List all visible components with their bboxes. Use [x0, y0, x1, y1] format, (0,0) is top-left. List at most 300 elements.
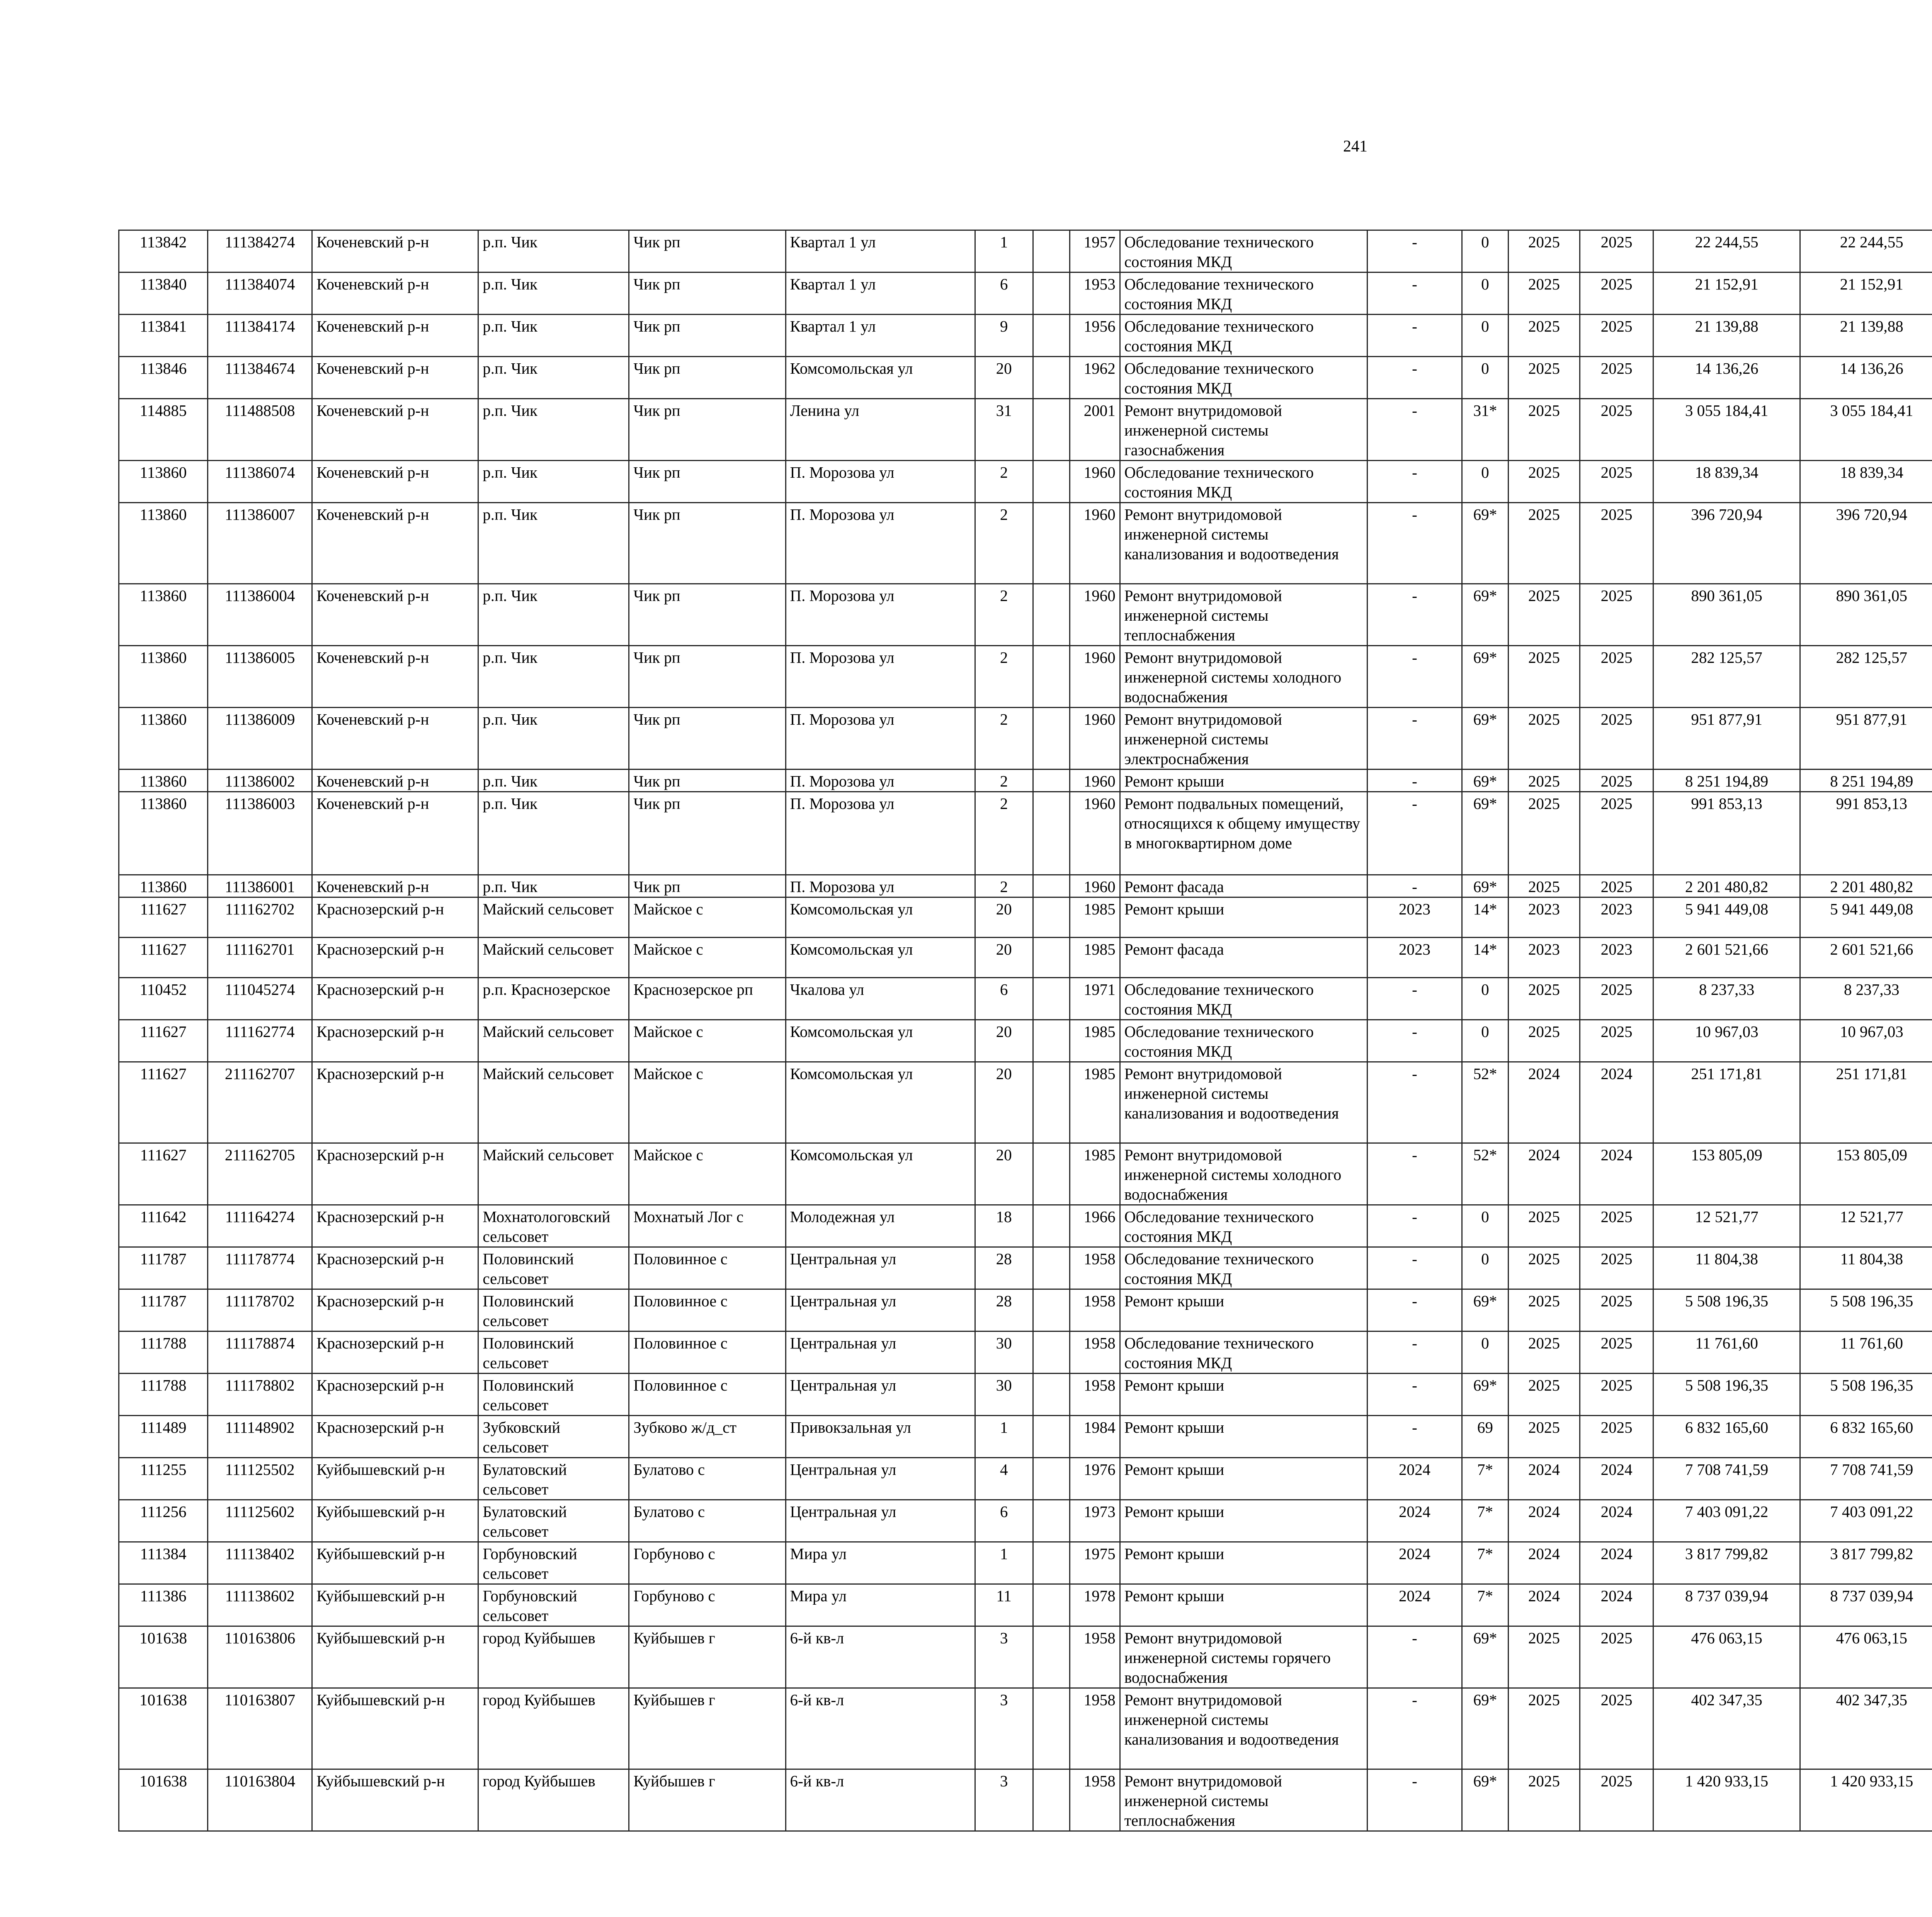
cell-house-number: 20 — [975, 1143, 1033, 1205]
cell-year-built: 1960 — [1070, 792, 1120, 875]
cell-house-number: 1 — [975, 1542, 1033, 1584]
cell-total-cost: 11 804,38 — [1653, 1247, 1800, 1289]
cell-municipality: Майский сельсовет — [478, 1062, 629, 1143]
cell-wear: 69* — [1462, 1626, 1508, 1688]
table-row — [119, 1416, 1932, 1458]
cell-plan-year-start: 2025 — [1509, 875, 1580, 897]
cell-house-id: 111256 — [119, 1500, 208, 1542]
cell-work-type: Ремонт внутридомовой инженерной системы электроснабжения — [1120, 708, 1367, 770]
cell-district: Краснозерский р-н — [312, 1289, 478, 1331]
cell-year-built: 1960 — [1070, 875, 1120, 897]
cell-prior-year: 2024 — [1367, 1584, 1462, 1626]
table-row — [119, 938, 1932, 978]
cell-work-id: 111178774 — [208, 1247, 312, 1289]
table-row — [119, 357, 1932, 399]
cell-building — [1033, 1205, 1070, 1247]
cell-total-cost: 5 941 449,08 — [1653, 897, 1800, 938]
cell-fund-cost: 5 941 449,08 — [1800, 897, 1932, 938]
cell-street: Комсомольская ул — [786, 1062, 975, 1143]
cell-fund-cost: 3 055 184,41 — [1800, 399, 1932, 461]
cell-work-id: 111125502 — [208, 1458, 312, 1500]
cell-house-id: 111627 — [119, 938, 208, 978]
cell-prior-year: - — [1367, 708, 1462, 770]
cell-prior-year: - — [1367, 1289, 1462, 1331]
cell-building — [1033, 770, 1070, 792]
cell-total-cost: 10 967,03 — [1653, 1020, 1800, 1062]
cell-district: Коченевский р-н — [312, 272, 478, 315]
cell-house-number: 3 — [975, 1626, 1033, 1688]
cell-total-cost: 8 237,33 — [1653, 978, 1800, 1020]
cell-plan-year-start: 2025 — [1509, 646, 1580, 708]
cell-building — [1033, 897, 1070, 938]
cell-settlement: Куйбышев г — [629, 1688, 786, 1769]
cell-building — [1033, 646, 1070, 708]
cell-municipality: р.п. Чик — [478, 230, 629, 272]
cell-building — [1033, 1247, 1070, 1289]
cell-settlement: Чик рп — [629, 875, 786, 897]
cell-prior-year: - — [1367, 978, 1462, 1020]
cell-plan-year-start: 2024 — [1509, 1458, 1580, 1500]
cell-municipality: р.п. Чик — [478, 503, 629, 584]
cell-street: П. Морозова ул — [786, 770, 975, 792]
cell-street: Квартал 1 ул — [786, 230, 975, 272]
cell-wear: 69* — [1462, 1374, 1508, 1416]
cell-work-type: Ремонт крыши — [1120, 1374, 1367, 1416]
cell-building — [1033, 1416, 1070, 1458]
cell-house-number: 20 — [975, 357, 1033, 399]
cell-wear: 69* — [1462, 792, 1508, 875]
cell-plan-year-end: 2025 — [1580, 792, 1653, 875]
cell-settlement: Майское с — [629, 1062, 786, 1143]
cell-municipality: Зубковский сельсовет — [478, 1416, 629, 1458]
cell-district: Коченевский р-н — [312, 770, 478, 792]
table-row — [119, 1143, 1932, 1205]
table-row — [119, 1542, 1932, 1584]
cell-house-number: 31 — [975, 399, 1033, 461]
cell-prior-year: - — [1367, 1205, 1462, 1247]
cell-work-type: Обследование технического состояния МКД — [1120, 230, 1367, 272]
cell-street: Привокзальная ул — [786, 1416, 975, 1458]
cell-street: Центральная ул — [786, 1500, 975, 1542]
cell-work-id: 111178874 — [208, 1331, 312, 1374]
cell-building — [1033, 272, 1070, 315]
cell-plan-year-end: 2025 — [1580, 1289, 1653, 1331]
cell-municipality: р.п. Чик — [478, 315, 629, 357]
cell-building — [1033, 1062, 1070, 1143]
cell-street: Комсомольская ул — [786, 1020, 975, 1062]
cell-plan-year-start: 2025 — [1509, 272, 1580, 315]
cell-plan-year-end: 2024 — [1580, 1500, 1653, 1542]
cell-total-cost: 1 420 933,15 — [1653, 1769, 1800, 1831]
cell-work-type: Ремонт крыши — [1120, 1500, 1367, 1542]
cell-fund-cost: 951 877,91 — [1800, 708, 1932, 770]
cell-plan-year-end: 2024 — [1580, 1458, 1653, 1500]
cell-year-built: 1958 — [1070, 1688, 1120, 1769]
cell-plan-year-start: 2025 — [1509, 584, 1580, 646]
cell-municipality: р.п. Чик — [478, 770, 629, 792]
cell-wear: 69* — [1462, 1769, 1508, 1831]
cell-total-cost: 153 805,09 — [1653, 1143, 1800, 1205]
cell-municipality: р.п. Чик — [478, 399, 629, 461]
cell-year-built: 1958 — [1070, 1626, 1120, 1688]
cell-year-built: 1975 — [1070, 1542, 1120, 1584]
cell-fund-cost: 2 201 480,82 — [1800, 875, 1932, 897]
cell-work-type: Ремонт крыши — [1120, 1289, 1367, 1331]
cell-total-cost: 396 720,94 — [1653, 503, 1800, 584]
cell-district: Коченевский р-н — [312, 792, 478, 875]
cell-municipality: Майский сельсовет — [478, 897, 629, 938]
cell-building — [1033, 357, 1070, 399]
cell-wear: 69* — [1462, 584, 1508, 646]
cell-work-type: Ремонт фасада — [1120, 875, 1367, 897]
cell-building — [1033, 708, 1070, 770]
cell-work-id: 111384074 — [208, 272, 312, 315]
cell-total-cost: 2 601 521,66 — [1653, 938, 1800, 978]
cell-house-id: 101638 — [119, 1626, 208, 1688]
cell-house-number: 2 — [975, 875, 1033, 897]
cell-street: П. Морозова ул — [786, 461, 975, 503]
cell-work-type: Ремонт крыши — [1120, 770, 1367, 792]
cell-prior-year: - — [1367, 357, 1462, 399]
cell-year-built: 1958 — [1070, 1374, 1120, 1416]
cell-district: Краснозерский р-н — [312, 1062, 478, 1143]
cell-municipality: город Куйбышев — [478, 1688, 629, 1769]
cell-house-number: 6 — [975, 978, 1033, 1020]
cell-house-id: 113842 — [119, 230, 208, 272]
table-row — [119, 770, 1932, 792]
cell-fund-cost: 1 420 933,15 — [1800, 1769, 1932, 1831]
cell-wear: 0 — [1462, 315, 1508, 357]
cell-work-id: 111384274 — [208, 230, 312, 272]
cell-municipality: р.п. Краснозерское — [478, 978, 629, 1020]
cell-total-cost: 18 839,34 — [1653, 461, 1800, 503]
cell-street: П. Морозова ул — [786, 503, 975, 584]
cell-house-id: 111627 — [119, 1020, 208, 1062]
cell-settlement: Половинное с — [629, 1247, 786, 1289]
cell-work-id: 111162701 — [208, 938, 312, 978]
cell-house-number: 9 — [975, 315, 1033, 357]
cell-fund-cost: 18 839,34 — [1800, 461, 1932, 503]
cell-building — [1033, 792, 1070, 875]
cell-year-built: 1958 — [1070, 1769, 1120, 1831]
cell-municipality: Половинский сельсовет — [478, 1374, 629, 1416]
cell-year-built: 1960 — [1070, 503, 1120, 584]
cell-wear: 7* — [1462, 1584, 1508, 1626]
cell-plan-year-start: 2025 — [1509, 792, 1580, 875]
table-row — [119, 646, 1932, 708]
cell-house-id: 111627 — [119, 1062, 208, 1143]
cell-total-cost: 8 251 194,89 — [1653, 770, 1800, 792]
cell-total-cost: 8 737 039,94 — [1653, 1584, 1800, 1626]
cell-wear: 7* — [1462, 1542, 1508, 1584]
cell-fund-cost: 991 853,13 — [1800, 792, 1932, 875]
cell-work-type: Ремонт внутридомовой инженерной системы горячего водоснабжения — [1120, 1626, 1367, 1688]
cell-plan-year-end: 2025 — [1580, 1247, 1653, 1289]
table-row — [119, 1247, 1932, 1289]
cell-district: Коченевский р-н — [312, 230, 478, 272]
cell-work-id: 111178802 — [208, 1374, 312, 1416]
cell-house-id: 111642 — [119, 1205, 208, 1247]
cell-district: Краснозерский р-н — [312, 1143, 478, 1205]
cell-total-cost: 3 055 184,41 — [1653, 399, 1800, 461]
cell-building — [1033, 315, 1070, 357]
cell-work-type: Ремонт внутридомовой инженерной системы канализования и водоотведения — [1120, 1062, 1367, 1143]
cell-settlement: Чик рп — [629, 584, 786, 646]
cell-settlement: Майское с — [629, 897, 786, 938]
cell-street: Комсомольская ул — [786, 938, 975, 978]
cell-district: Коченевский р-н — [312, 461, 478, 503]
cell-district: Краснозерский р-н — [312, 1416, 478, 1458]
cell-house-number: 30 — [975, 1331, 1033, 1374]
table-row — [119, 1584, 1932, 1626]
cell-house-number: 2 — [975, 646, 1033, 708]
cell-street: 6-й кв-л — [786, 1688, 975, 1769]
cell-plan-year-end: 2025 — [1580, 1769, 1653, 1831]
cell-work-id: 110163806 — [208, 1626, 312, 1688]
cell-district: Куйбышевский р-н — [312, 1584, 478, 1626]
cell-district: Куйбышевский р-н — [312, 1688, 478, 1769]
cell-plan-year-end: 2025 — [1580, 272, 1653, 315]
cell-plan-year-end: 2025 — [1580, 584, 1653, 646]
cell-year-built: 1960 — [1070, 646, 1120, 708]
cell-work-id: 111138602 — [208, 1584, 312, 1626]
cell-house-id: 111627 — [119, 897, 208, 938]
cell-street: П. Морозова ул — [786, 708, 975, 770]
cell-municipality: р.п. Чик — [478, 708, 629, 770]
cell-house-number: 28 — [975, 1289, 1033, 1331]
cell-fund-cost: 251 171,81 — [1800, 1062, 1932, 1143]
cell-plan-year-end: 2024 — [1580, 1143, 1653, 1205]
cell-year-built: 1985 — [1070, 1020, 1120, 1062]
cell-plan-year-end: 2025 — [1580, 503, 1653, 584]
cell-municipality: Булатовский сельсовет — [478, 1500, 629, 1542]
cell-settlement: Чик рп — [629, 272, 786, 315]
cell-district: Коченевский р-н — [312, 315, 478, 357]
table-row — [119, 792, 1932, 875]
cell-house-number: 6 — [975, 1500, 1033, 1542]
cell-district: Краснозерский р-н — [312, 938, 478, 978]
cell-plan-year-start: 2025 — [1509, 1331, 1580, 1374]
cell-total-cost: 11 761,60 — [1653, 1331, 1800, 1374]
cell-work-type: Ремонт крыши — [1120, 1458, 1367, 1500]
cell-house-number: 3 — [975, 1688, 1033, 1769]
cell-plan-year-start: 2025 — [1509, 357, 1580, 399]
cell-settlement: Булатово с — [629, 1500, 786, 1542]
cell-wear: 69* — [1462, 503, 1508, 584]
cell-street: Центральная ул — [786, 1289, 975, 1331]
cell-street: Ленина ул — [786, 399, 975, 461]
cell-prior-year: - — [1367, 1416, 1462, 1458]
cell-plan-year-start: 2025 — [1509, 399, 1580, 461]
cell-plan-year-end: 2025 — [1580, 646, 1653, 708]
cell-plan-year-end: 2025 — [1580, 1374, 1653, 1416]
cell-settlement: Зубково ж/д_ст — [629, 1416, 786, 1458]
cell-house-id: 113860 — [119, 792, 208, 875]
cell-house-number: 2 — [975, 503, 1033, 584]
cell-fund-cost: 11 761,60 — [1800, 1331, 1932, 1374]
cell-municipality: Половинский сельсовет — [478, 1247, 629, 1289]
cell-house-id: 113860 — [119, 646, 208, 708]
cell-plan-year-end: 2025 — [1580, 875, 1653, 897]
cell-house-number: 11 — [975, 1584, 1033, 1626]
cell-work-type: Ремонт фасада — [1120, 938, 1367, 978]
cell-settlement: Горбуново с — [629, 1584, 786, 1626]
cell-work-id: 111045274 — [208, 978, 312, 1020]
cell-work-id: 111164274 — [208, 1205, 312, 1247]
cell-street: Центральная ул — [786, 1331, 975, 1374]
table-row — [119, 399, 1932, 461]
page-number: 241 — [1343, 138, 1367, 155]
cell-building — [1033, 1374, 1070, 1416]
cell-total-cost: 402 347,35 — [1653, 1688, 1800, 1769]
cell-prior-year: 2023 — [1367, 897, 1462, 938]
cell-building — [1033, 1769, 1070, 1831]
cell-fund-cost: 12 521,77 — [1800, 1205, 1932, 1247]
cell-house-id: 110452 — [119, 978, 208, 1020]
cell-fund-cost: 11 804,38 — [1800, 1247, 1932, 1289]
cell-year-built: 1962 — [1070, 357, 1120, 399]
cell-work-id: 111178702 — [208, 1289, 312, 1331]
cell-street: Центральная ул — [786, 1247, 975, 1289]
cell-wear: 69* — [1462, 646, 1508, 708]
cell-fund-cost: 21 152,91 — [1800, 272, 1932, 315]
cell-work-type: Ремонт внутридомовой инженерной системы канализования и водоотведения — [1120, 503, 1367, 584]
cell-fund-cost: 7 403 091,22 — [1800, 1500, 1932, 1542]
table-row — [119, 1626, 1932, 1688]
table-row — [119, 875, 1932, 897]
cell-house-id: 113860 — [119, 584, 208, 646]
cell-prior-year: - — [1367, 1626, 1462, 1688]
cell-settlement: Горбуново с — [629, 1542, 786, 1584]
cell-wear: 0 — [1462, 461, 1508, 503]
cell-prior-year: - — [1367, 1247, 1462, 1289]
repair-register-table — [118, 230, 1932, 1832]
table-row — [119, 584, 1932, 646]
cell-settlement: Майское с — [629, 1143, 786, 1205]
cell-work-type: Ремонт крыши — [1120, 1542, 1367, 1584]
cell-wear: 69* — [1462, 708, 1508, 770]
cell-work-type: Обследование технического состояния МКД — [1120, 1247, 1367, 1289]
cell-house-id: 111627 — [119, 1143, 208, 1205]
cell-total-cost: 7 708 741,59 — [1653, 1458, 1800, 1500]
cell-street: Комсомольская ул — [786, 357, 975, 399]
cell-settlement: Куйбышев г — [629, 1769, 786, 1831]
cell-municipality: р.п. Чик — [478, 875, 629, 897]
cell-building — [1033, 875, 1070, 897]
cell-work-id: 111125602 — [208, 1500, 312, 1542]
cell-plan-year-start: 2025 — [1509, 1247, 1580, 1289]
cell-house-id: 113860 — [119, 461, 208, 503]
table-row — [119, 1062, 1932, 1143]
cell-wear: 0 — [1462, 272, 1508, 315]
cell-house-id: 111787 — [119, 1247, 208, 1289]
cell-work-id: 211162707 — [208, 1062, 312, 1143]
cell-year-built: 1985 — [1070, 1143, 1120, 1205]
cell-plan-year-end: 2025 — [1580, 1205, 1653, 1247]
cell-district: Коченевский р-н — [312, 503, 478, 584]
cell-municipality: город Куйбышев — [478, 1626, 629, 1688]
cell-district: Куйбышевский р-н — [312, 1626, 478, 1688]
cell-prior-year: - — [1367, 399, 1462, 461]
cell-year-built: 1978 — [1070, 1584, 1120, 1626]
cell-municipality: Майский сельсовет — [478, 1020, 629, 1062]
table-row — [119, 1458, 1932, 1500]
cell-house-number: 2 — [975, 708, 1033, 770]
cell-street: Мира ул — [786, 1584, 975, 1626]
cell-prior-year: - — [1367, 1020, 1462, 1062]
cell-work-type: Обследование технического состояния МКД — [1120, 357, 1367, 399]
cell-municipality: Майский сельсовет — [478, 938, 629, 978]
cell-year-built: 1960 — [1070, 461, 1120, 503]
cell-total-cost: 991 853,13 — [1653, 792, 1800, 875]
cell-fund-cost: 7 708 741,59 — [1800, 1458, 1932, 1500]
cell-plan-year-end: 2023 — [1580, 938, 1653, 978]
cell-wear: 0 — [1462, 230, 1508, 272]
cell-wear: 0 — [1462, 357, 1508, 399]
cell-house-id: 111787 — [119, 1289, 208, 1331]
table-row — [119, 503, 1932, 584]
cell-house-number: 2 — [975, 792, 1033, 875]
cell-settlement: Чик рп — [629, 461, 786, 503]
cell-wear: 69* — [1462, 875, 1508, 897]
cell-house-number: 1 — [975, 1416, 1033, 1458]
cell-municipality: Майский сельсовет — [478, 1143, 629, 1205]
cell-total-cost: 3 817 799,82 — [1653, 1542, 1800, 1584]
cell-building — [1033, 1626, 1070, 1688]
cell-street: Молодежная ул — [786, 1205, 975, 1247]
cell-municipality: Мохнатологовский сельсовет — [478, 1205, 629, 1247]
cell-work-id: 110163807 — [208, 1688, 312, 1769]
table-row — [119, 230, 1932, 272]
cell-plan-year-start: 2025 — [1509, 1688, 1580, 1769]
cell-municipality: город Куйбышев — [478, 1769, 629, 1831]
cell-wear: 52* — [1462, 1062, 1508, 1143]
cell-municipality: Половинский сельсовет — [478, 1289, 629, 1331]
cell-prior-year: - — [1367, 1143, 1462, 1205]
cell-street: Комсомольская ул — [786, 897, 975, 938]
cell-house-id: 111386 — [119, 1584, 208, 1626]
cell-fund-cost: 3 817 799,82 — [1800, 1542, 1932, 1584]
cell-building — [1033, 1458, 1070, 1500]
cell-wear: 69* — [1462, 1688, 1508, 1769]
cell-street: 6-й кв-л — [786, 1626, 975, 1688]
cell-district: Куйбышевский р-н — [312, 1500, 478, 1542]
cell-prior-year: 2023 — [1367, 938, 1462, 978]
cell-work-type: Ремонт внутридомовой инженерной системы теплоснабжения — [1120, 584, 1367, 646]
cell-settlement: Половинное с — [629, 1331, 786, 1374]
cell-municipality: р.п. Чик — [478, 272, 629, 315]
cell-house-id: 113840 — [119, 272, 208, 315]
cell-work-type: Ремонт внутридомовой инженерной системы газоснабжения — [1120, 399, 1367, 461]
cell-year-built: 1976 — [1070, 1458, 1120, 1500]
cell-plan-year-start: 2025 — [1509, 461, 1580, 503]
cell-year-built: 1973 — [1070, 1500, 1120, 1542]
cell-work-type: Обследование технического состояния МКД — [1120, 1205, 1367, 1247]
cell-district: Краснозерский р-н — [312, 1205, 478, 1247]
table-row — [119, 315, 1932, 357]
cell-prior-year: - — [1367, 1688, 1462, 1769]
cell-fund-cost: 6 832 165,60 — [1800, 1416, 1932, 1458]
cell-house-id: 111788 — [119, 1331, 208, 1374]
cell-prior-year: - — [1367, 315, 1462, 357]
cell-work-type: Ремонт подвальных помещений, относящихся к общему имуществу в многоквартирном доме — [1120, 792, 1367, 875]
cell-year-built: 1957 — [1070, 230, 1120, 272]
cell-prior-year: - — [1367, 230, 1462, 272]
cell-work-id: 111148902 — [208, 1416, 312, 1458]
cell-building — [1033, 1584, 1070, 1626]
cell-settlement: Чик рп — [629, 646, 786, 708]
cell-house-number: 30 — [975, 1374, 1033, 1416]
